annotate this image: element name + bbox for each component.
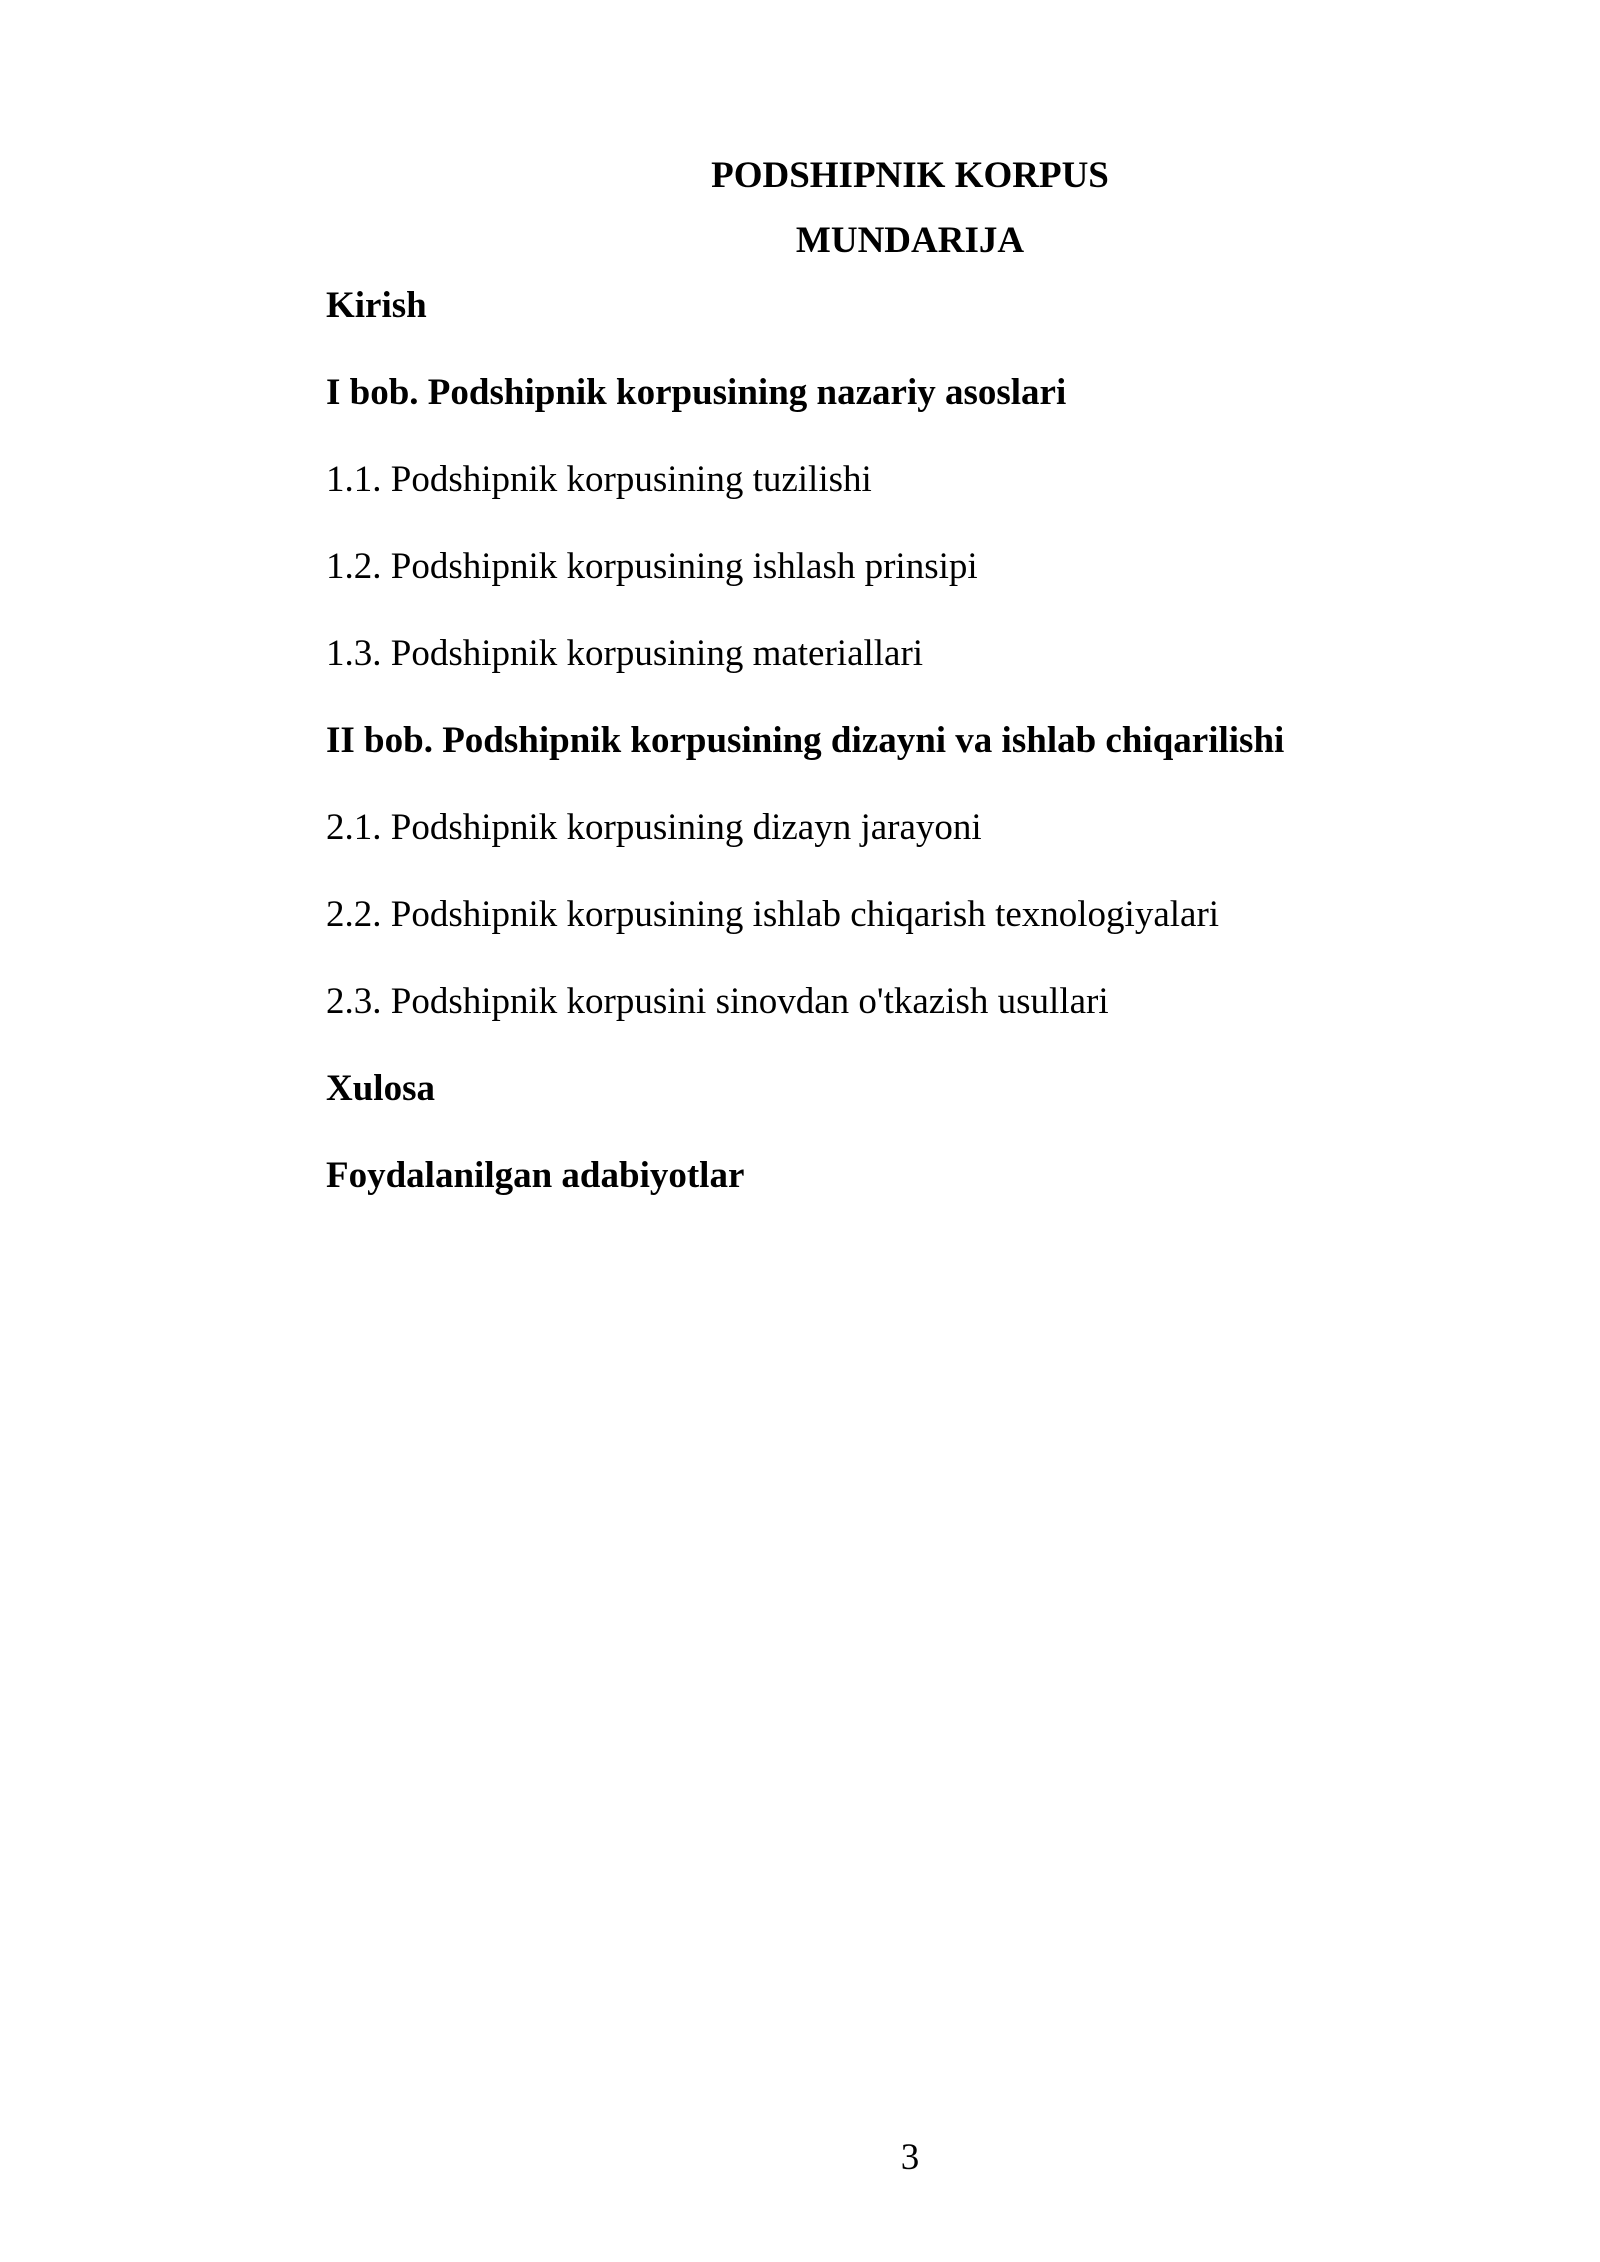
toc-entry-section-2-3: 2.3. Podshipnik korpusini sinovdan o'tkazish usullari — [326, 981, 1109, 1022]
toc-entry-references: Foydalanilgan adabiyotlar — [326, 1155, 745, 1196]
toc-entry-section-2-1: 2.1. Podshipnik korpusining dizayn jarayoni — [326, 807, 982, 848]
table-of-contents — [326, 284, 1284, 1241]
toc-entry-section-1-3: 1.3. Podshipnik korpusining materiallari — [326, 633, 924, 674]
toc-entry-section-1-2: 1.2. Podshipnik korpusining ishlash prinsipi — [326, 546, 978, 587]
toc-entry-chapter-1: I bob. Podshipnik korpusining nazariy asoslari — [326, 372, 1067, 413]
toc-entry-section-2-2: 2.2. Podshipnik korpusining ishlab chiqarish texnologiyalari — [326, 894, 1220, 935]
toc-entry-conclusion: Xulosa — [326, 1068, 435, 1109]
toc-entry-chapter-2: II bob. Podshipnik korpusining dizayni va ishlab chiqarilishi — [326, 720, 1285, 761]
toc-entry-section-1-1: 1.1. Podshipnik korpusining tuzilishi — [326, 459, 872, 500]
document-title: PODSHIPNIK KORPUS — [711, 155, 1109, 196]
page-number: 3 — [900, 2137, 920, 2178]
toc-entry-introduction: Kirish — [326, 285, 427, 326]
toc-heading: MUNDARIJA — [795, 220, 1025, 261]
